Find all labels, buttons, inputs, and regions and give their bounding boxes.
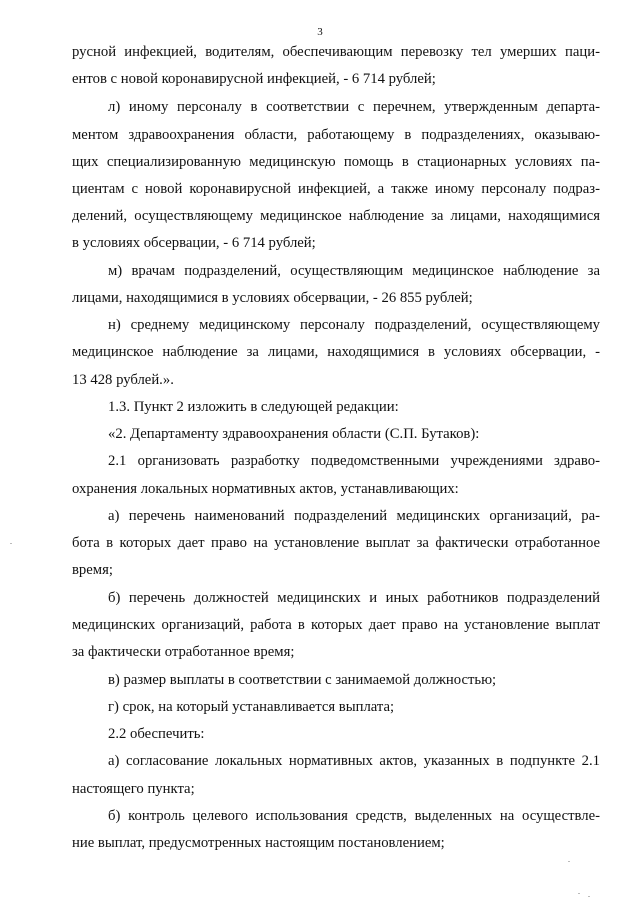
text-line: б) перечень должностей медицинских и иных работников подразделений — [108, 590, 600, 606]
text-line: лицами, находящимися в условиях обсервации, - 26 855 рублей; — [72, 290, 473, 306]
text-line: делений, осуществляющему медицинское наблюдение за лицами, находящимися — [72, 208, 600, 224]
text-line: охранения локальных нормативных актов, устанавливающих: — [72, 481, 459, 497]
text-line: н) среднему медицинскому персоналу подразделений, осуществляющему — [108, 317, 600, 333]
text-line: в условиях обсервации, - 6 714 рублей; — [72, 235, 316, 251]
text-line: 13 428 рублей.». — [72, 372, 174, 388]
text-line: в) размер выплаты в соответствии с занимаемой должностью; — [108, 672, 497, 688]
text-line: настоящего пункта; — [72, 781, 195, 797]
text-line: б) контроль целевого использования средств, выделенных на осуществле- — [108, 808, 600, 824]
text-line: а) перечень наименований подразделений медицинских организаций, ра- — [108, 508, 600, 524]
text-line: бота в которых дает право на установление выплат за фактически отработанное — [72, 535, 600, 551]
text-line: м) врачам подразделений, осуществляющим медицинское наблюдение за — [108, 263, 600, 279]
text-line: время; — [72, 562, 113, 578]
text-line: 2.1 организовать разработку подведомственными учреждениями здраво- — [108, 453, 600, 469]
text-line: л) иному персоналу в соответствии с перечнем, утвержденным департа- — [108, 99, 600, 115]
page-number: 3 — [317, 26, 323, 38]
text-line: ние выплат, предусмотренных настоящим постановлением; — [72, 835, 445, 851]
text-line: 1.3. Пункт 2 изложить в следующей редакции: — [108, 399, 399, 415]
scan-speck — [10, 543, 12, 544]
scan-speck — [568, 861, 570, 862]
text-line: щих специализированную медицинскую помощь в стационарных условиях па- — [72, 154, 600, 170]
text-line: циентам с новой коронавирусной инфекцией, а также иному персоналу подраз- — [72, 181, 600, 197]
text-line: медицинское наблюдение за лицами, находящимися в условиях обсервации, - — [72, 344, 600, 360]
text-line: русной инфекцией, водителям, обеспечивающим перевозку тел умерших паци- — [72, 44, 600, 60]
text-line: за фактически отработанное время; — [72, 644, 295, 660]
text-line: «2. Департаменту здравоохранения области (С.П. Бутаков): — [108, 426, 480, 442]
text-line: медицинских организаций, работа в которых дает право на установление выплат — [72, 617, 600, 633]
text-line: а) согласование локальных нормативных актов, указанных в подпункте 2.1 — [108, 753, 600, 769]
text-line: г) срок, на который устанавливается выплата; — [108, 699, 395, 715]
scan-speck — [588, 896, 590, 897]
text-line: 2.2 обеспечить: — [108, 726, 205, 742]
text-line: ентов с новой коронавирусной инфекцией, - 6 714 рублей; — [72, 71, 436, 87]
scan-speck — [578, 893, 580, 894]
text-line: ментом здравоохранения области, работающему в подразделениях, оказываю- — [72, 127, 600, 143]
